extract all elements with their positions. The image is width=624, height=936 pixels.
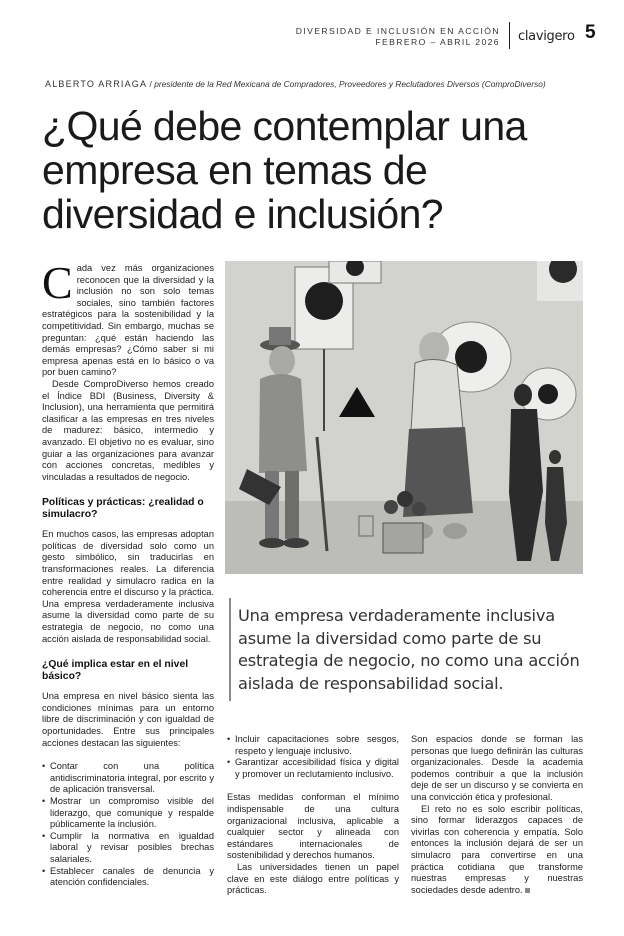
intro-paragraph	[42, 257, 214, 379]
article-title: ¿Qué debe contemplar una empresa en temas de diversidad e inclusión?	[42, 103, 527, 237]
column-1	[42, 257, 214, 889]
drop-cap: C	[42, 257, 73, 308]
paragraph: En muchos casos, las empresas adoptan políticas de diversidad solo como un gesto simbólico, sin traducirlas en transformaciones reales. La diferencia entre realidad y simulacro radica en la coherencia entre el discurso y la práctica. Una empresa verdaderamente inclusiva asume la diversidad como parte de su estrategia de negocio, no como una acción aislada de responsabilidad social.	[42, 529, 214, 644]
bullet-list	[42, 761, 214, 889]
paragraph: Las universidades tienen un papel clave en este diálogo entre políticas y prácticas.	[227, 861, 399, 896]
running-header	[200, 26, 500, 48]
paragraph: Una empresa en nivel básico sienta las condiciones mínimas para un entorno libre de discriminación y con igualdad de oportunidades. Entre sus principales acciones destacan las siguientes:	[42, 691, 214, 748]
byline-separator: /	[149, 79, 152, 89]
column-2	[227, 734, 399, 897]
pull-quote-bar	[229, 598, 231, 701]
page-number: 5	[585, 22, 596, 43]
paragraph: Desde ComproDiverso hemos creado el Índice BDI (Business, Diversity & Inclusion), una herramienta que permitirá clasificar a las empresas en tres niveles de madurez: básico, intermedio y avanzado. El objetivo no es evaluar, sino guiar a las organizaciones para avanzar con acciones concretas, medibles y vinculadas a resultados de negocio.	[42, 378, 214, 482]
list-item: • Garantizar accesibilidad física y digital y promover un reclutamiento inclusivo.	[227, 757, 399, 780]
column-3	[411, 734, 583, 896]
list-item: • Contar con una política antidiscriminatoria integral, por escrito y de aplicación transversal.	[42, 761, 214, 796]
issue-date: FEBRERO – ABRIL 2026	[375, 37, 500, 47]
author-role: presidente de la Red Mexicana de Compradores, Proveedores y Reclutadores Diversos (ComproDiverso)	[154, 79, 546, 89]
author-name: ALBERTO ARRIAGA	[45, 79, 148, 89]
paragraph: Estas medidas conforman el mínimo indispensable de una cultura organizacional inclusiva, aplicable a cualquier sector y alineada con estándares internacionales de sostenibilidad y derechos humanos.	[227, 792, 399, 861]
closing-text: El reto no es solo escribir políticas, sino formar liderazgos capaces de vivirlas con coherencia y empatía. Solo entonces la inclusión dejará de ser un simulacro para convertirse en una práctica cotidiana que transforme nuestras empresas y nuestras sociedades desde adentro.	[411, 803, 583, 895]
paragraph	[411, 804, 583, 897]
end-mark	[525, 888, 530, 893]
intro-text: ada vez más organizaciones reconocen que la diversidad y la inclusión no son solo temas sociales, sino también factores estratégicos para la sostenibilidad y la competitividad. Sin embargo, muchas se preguntan: ¿qué están haciendo las demás empresas? ¿Cómo saber si mi empresa apenas está en lo básico o va por buen camino?	[42, 263, 214, 378]
brand-logo: clavigero	[518, 29, 575, 44]
list-item: • Cumplir la normativa en igualdad laboral y revisar posibles brechas salariales.	[42, 831, 214, 866]
list-item: • Establecer canales de denuncia y atención confidenciales.	[42, 866, 214, 889]
subheading-basic-level: ¿Qué implica estar en el nivel básico?	[42, 659, 189, 683]
byline	[45, 79, 605, 89]
section-name: DIVERSIDAD E INCLUSIÓN EN ACCIÓN	[295, 26, 500, 36]
list-item: • Mostrar un compromiso visible del liderazgo, que comunique y respalde públicamente la inclusión.	[42, 796, 214, 831]
pull-quote: Una empresa verdaderamente inclusiva asume la diversidad como parte de su estrategia de negocio, no como una acción aislada de responsabilidad social.	[238, 606, 580, 693]
paragraph: Son espacios donde se forman las personas que luego definirán las culturas organizacionales. Desde la academia podemos contribuir a que la inclusión deje de ser un discurso y se convierta en una convicción ética y profesional.	[411, 734, 583, 802]
bullet-list	[227, 734, 399, 780]
subheading-policies: Políticas y prácticas: ¿realidad o simulacro?	[42, 497, 204, 521]
header-divider	[509, 22, 510, 49]
article-illustration	[225, 261, 583, 574]
list-item: • Incluir capacitaciones sobre sesgos, respeto y lenguaje inclusivo.	[227, 734, 399, 757]
